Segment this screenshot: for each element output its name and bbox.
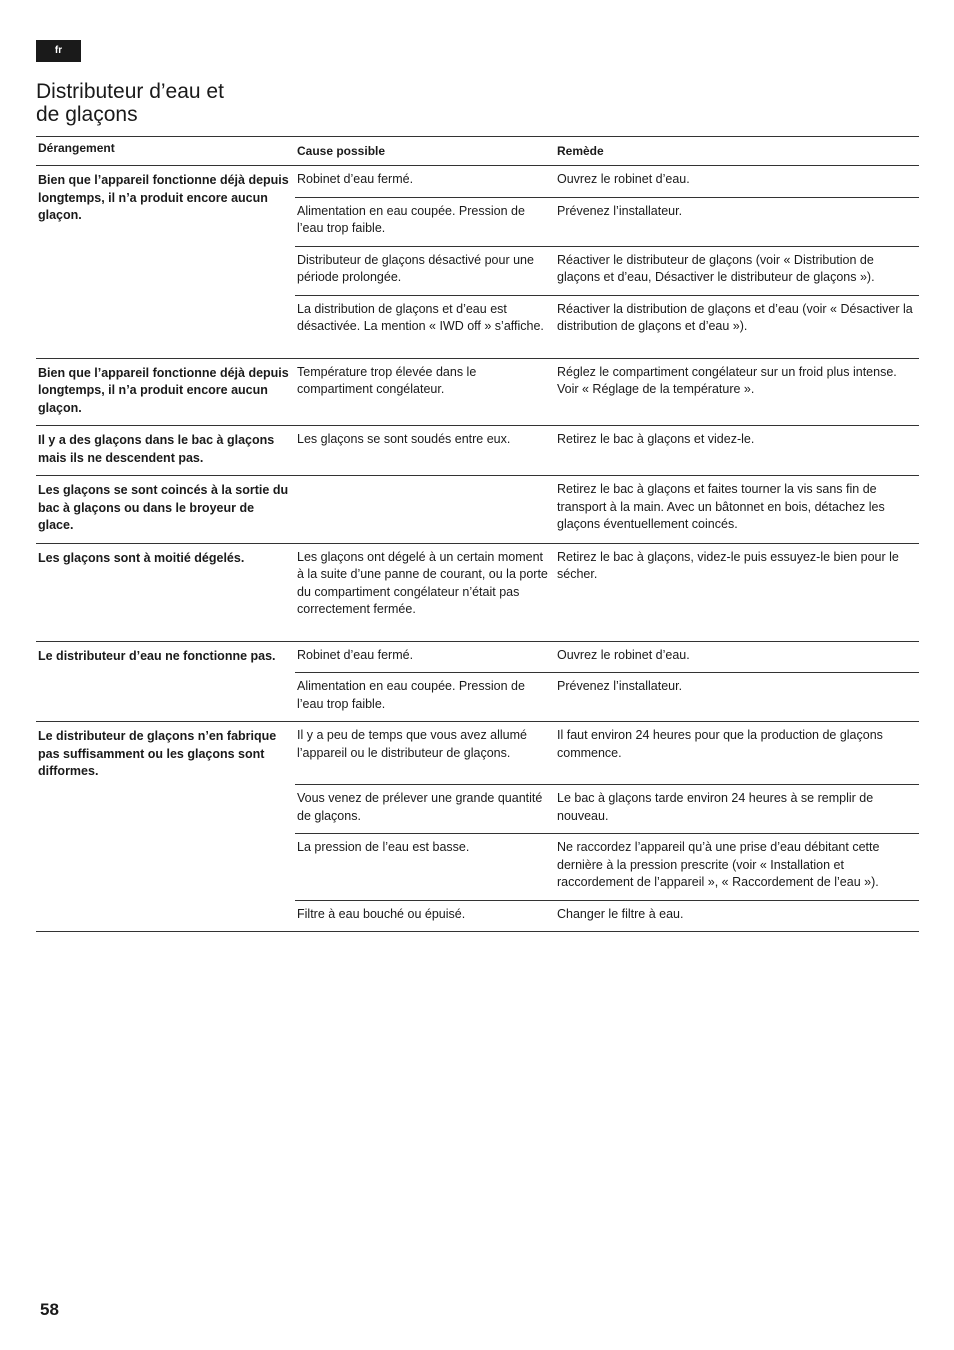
problem-text: Bien que l’appareil fonctionne déjà depuis longtemps, il n’a produit encore aucun glaçon. [38, 173, 289, 222]
table-row [295, 834, 919, 901]
problem-group [36, 642, 919, 723]
table-row [295, 198, 919, 247]
cause-cell: Distributeur de glaçons désactivé pour une période prolongée. [295, 247, 555, 296]
table-row [295, 785, 919, 834]
cause-cell: Robinet d’eau fermé. [295, 166, 555, 198]
cause-cell: La distribution de glaçons et d’eau est désactivée. La mention « IWD off » s’affiche. [297, 301, 544, 333]
problem-text: Les glaçons sont à moitié dégelés. [38, 550, 245, 565]
problem-group [36, 544, 919, 642]
remedy-cell: Réactiver la distribution de glaçons et d’eau (voir « Désactiver la distribution de glaçons et d’eau »). [557, 301, 913, 333]
cause-cell: Il y a peu de temps que vous avez allumé l’appareil ou le distributeur de glaçons. [295, 722, 555, 785]
cause-cell: Alimentation en eau coupée. Pression de l’eau trop faible. [295, 198, 555, 247]
remedy-cell: Retirez le bac à glaçons et videz-le. [557, 432, 755, 446]
cause-cell: Vous venez de prélever une grande quantité de glaçons. [295, 785, 555, 834]
problem-group [36, 476, 919, 544]
header-problem: Dérangement [38, 141, 115, 155]
cause-cell: La pression de l’eau est basse. [295, 834, 555, 901]
remedy-cell: Ouvrez le robinet d’eau. [555, 166, 919, 198]
table-row [295, 901, 919, 932]
remedy-cell: Réglez le compartiment congélateur sur un froid plus intense. Voir « Réglage de la température ». [557, 364, 897, 396]
problem-text: Le distributeur d’eau ne fonctionne pas. [38, 648, 276, 663]
problem-text: Le distributeur de glaçons n’en fabrique pas suffisamment ou les glaçons sont difformes. [38, 729, 277, 778]
problem-group [36, 722, 919, 931]
table-row [295, 642, 919, 674]
problem-group [36, 166, 919, 359]
table-row [295, 722, 919, 785]
troubleshooting-table [36, 136, 919, 932]
problem-text: Bien que l’appareil fonctionne déjà depuis longtemps, il n’a produit encore aucun glaçon. [38, 365, 289, 415]
problem-text: Il y a des glaçons dans le bac à glaçons mais ils ne descendent pas. [38, 433, 275, 465]
problem-group [36, 426, 919, 476]
table-row [295, 544, 919, 641]
problem-text: Les glaçons se sont coincés à la sortie du bac à glaçons ou dans le broyeur de glace. [38, 483, 289, 532]
table-row [295, 426, 919, 471]
problem-group [36, 359, 919, 427]
remedy-cell: Ouvrez le robinet d’eau. [555, 642, 919, 674]
page-title: Distributeur d’eau et de glaçons [36, 80, 224, 126]
remedy-cell: Prévenez l’installateur. [557, 679, 683, 693]
remedy-cell: Retirez le bac à glaçons, videz-le puis essuyez-le bien pour le sécher. [557, 549, 899, 581]
header-remedy: Remède [557, 144, 604, 158]
table-header [36, 137, 919, 166]
cause-cell: Robinet d’eau fermé. [295, 642, 555, 674]
remedy-cell: Retirez le bac à glaçons et faites tourner la vis sans fin de transport à la main. Avec un bâtonnet en bois, détachez les glaçons éventuellement coincés. [557, 482, 885, 531]
language-tab: fr [36, 40, 81, 62]
remedy-cell: Il faut environ 24 heures pour que la production de glaçons commence. [555, 722, 919, 785]
table-body [36, 166, 919, 931]
remedy-cell: Prévenez l’installateur. [555, 198, 919, 247]
table-row [295, 166, 919, 198]
cause-cell: Les glaçons se sont soudés entre eux. [297, 432, 511, 446]
remedy-cell: Ne raccordez l’appareil qu’à une prise d’eau débitant cette dernière à la pression prescrite (voir « Installation et raccordement de l’appareil », « Raccordement de l’eau »). [555, 834, 919, 901]
cause-cell: Les glaçons ont dégelé à un certain moment à la suite d’une panne de courant, ou la porte du compartiment congélateur n’était pas correctement fermée. [297, 549, 548, 616]
remedy-cell: Changer le filtre à eau. [557, 906, 684, 921]
table-row [295, 673, 919, 721]
table-row [295, 296, 919, 358]
cause-cell: Filtre à eau bouché ou épuisé. [297, 906, 466, 921]
page-number: 58 [40, 1300, 59, 1319]
cause-cell: Alimentation en eau coupée. Pression de l’eau trop faible. [297, 679, 525, 711]
table-row [295, 476, 919, 542]
table-row [295, 359, 919, 421]
cause-cell [295, 476, 555, 542]
remedy-cell: Réactiver le distributeur de glaçons (voir « Distribution de glaçons et d’eau, Désactiver le distributeur de glaçons »). [555, 247, 919, 296]
header-cause: Cause possible [297, 144, 386, 158]
table-row [295, 247, 919, 296]
remedy-cell: Le bac à glaçons tarde environ 24 heures à se remplir de nouveau. [555, 785, 919, 834]
cause-cell: Température trop élevée dans le compartiment congélateur. [297, 364, 477, 396]
